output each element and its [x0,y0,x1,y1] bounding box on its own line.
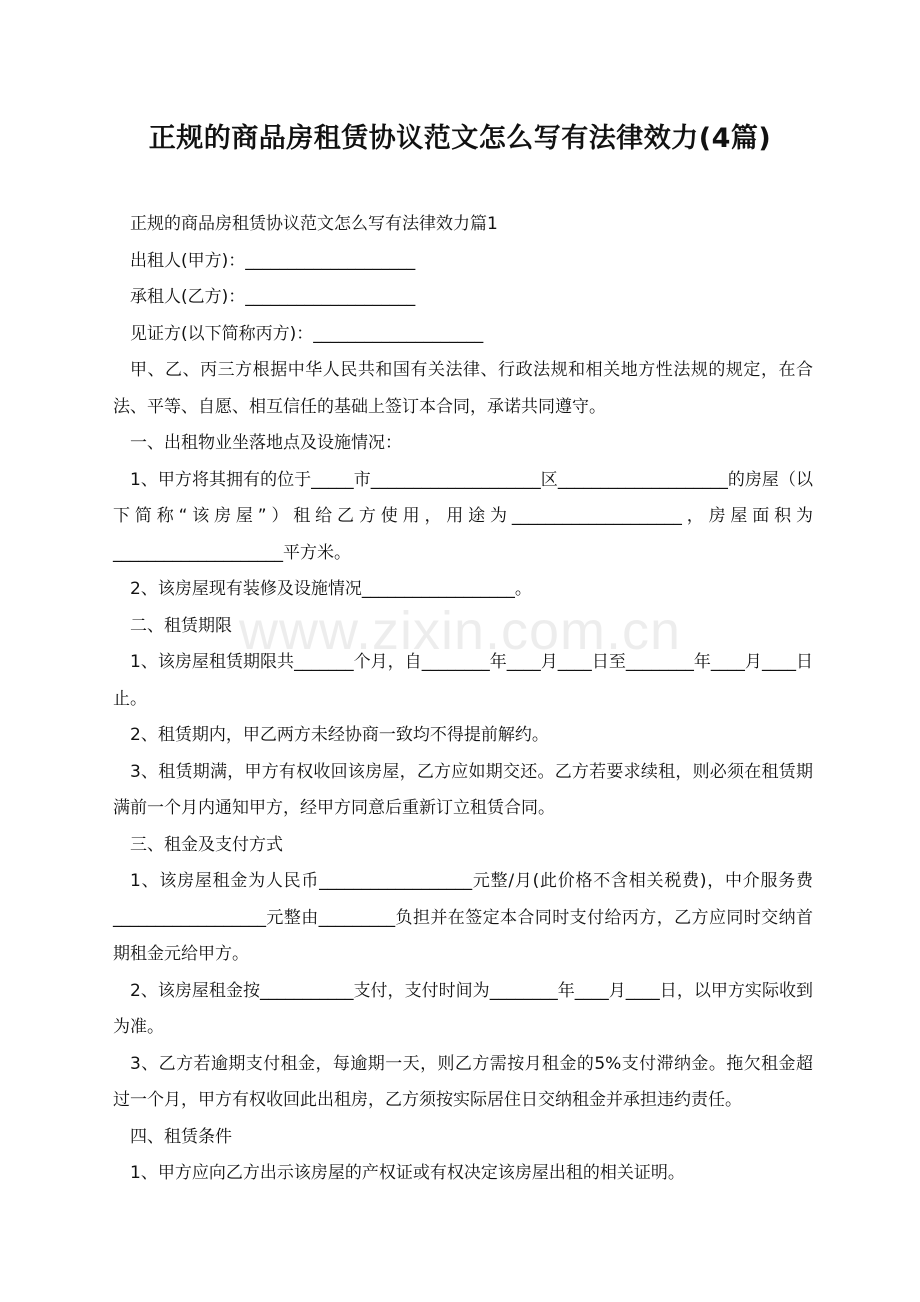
section-heading: 一、出租物业坐落地点及设施情况： [130,433,402,453]
document-body [113,206,813,1192]
paragraph: 2、该房屋现有装修及设施情况__________________。 [130,579,532,599]
paragraph: 1、该房屋租赁期限共_______个月，自________年____月____日至________年____月____日止。 [113,652,813,709]
section-heading: 二、租赁期限 [130,615,232,636]
paragraph: 1、甲方应向乙方出示该房屋的产权证或有权决定该房屋出租的相关证明。 [130,1163,685,1183]
paragraph: 甲、乙、丙三方根据中华人民共和国有关法律、行政法规和相关地方性法规的规定，在合法、平等、自愿、相互信任的基础上签订本合同，承诺共同遵守。 [113,360,813,417]
paragraph: 正规的商品房租赁协议范文怎么写有法律效力篇1 [130,214,498,234]
paragraph: 1、该房屋租金为人民币__________________元整/月(此价格不含相关税费)，中介服务费__________________元整由_________负担并在签定本合同时支付给丙方，乙方应同时交纳首期租金元给甲方。 [113,871,813,964]
document-title: 正规的商品房租赁协议范文怎么写有法律效力(4篇) [148,123,772,154]
watermark: www.zixin.com.cn [238,601,682,661]
paragraph: 见证方(以下简称丙方)：____________________ [130,323,484,344]
paragraph: 出租人(甲方)：____________________ [130,250,416,271]
section-heading: 三、租金及支付方式 [130,834,283,855]
paragraph: 3、租赁期满，甲方有权收回该房屋，乙方应如期交还。乙方若要求续租，则必须在租赁期满前一个月内通知甲方，经甲方同意后重新订立租赁合同。 [113,761,813,818]
paragraph: 2、该房屋租金按___________支付，支付时间为________年____月____日，以甲方实际收到为准。 [113,980,813,1037]
paragraph: 1、甲方将其拥有的位于_____市____________________区____________________的房屋（以下简称“该房屋”）租给乙方使用，用途为____________________，房屋面积为____________________平方米。 [113,469,813,563]
paragraph: 承租人(乙方)：____________________ [130,287,416,307]
paragraph: 2、租赁期内，甲乙两方未经协商一致均不得提前解约。 [130,725,549,745]
section-heading: 四、租赁条件 [130,1126,232,1147]
paragraph: 3、乙方若逾期支付租金，每逾期一天，则乙方需按月租金的5%支付滞纳金。拖欠租金超过一个月，甲方有权收回此出租房，乙方须按实际居住日交纳租金并承担违约责任。 [113,1053,813,1110]
